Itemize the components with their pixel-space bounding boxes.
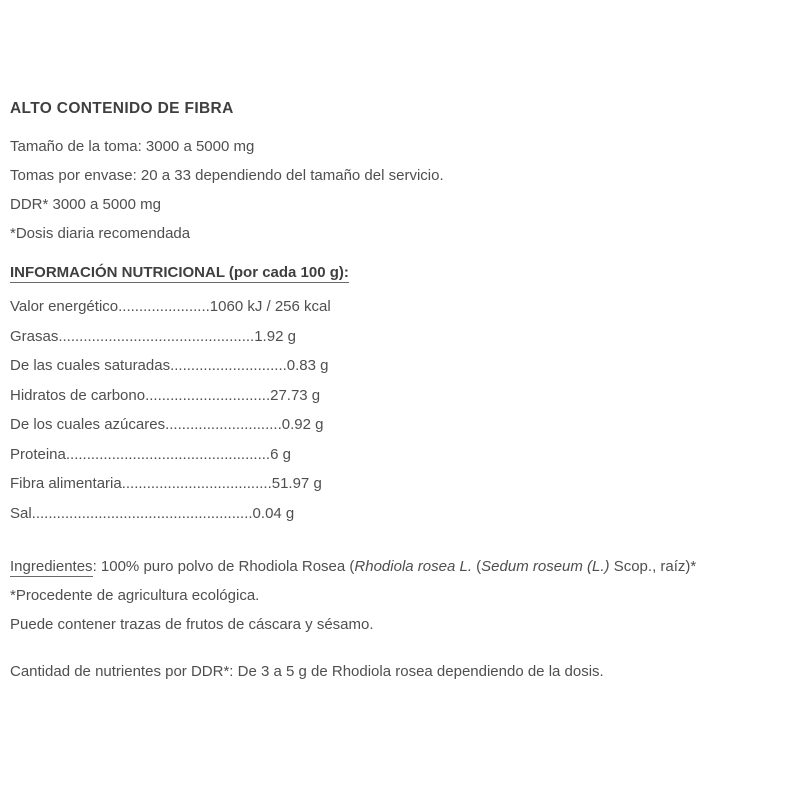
nutrition-row: Sal.....................................................0.04 g — [10, 504, 295, 522]
serving-info-block — [10, 132, 780, 248]
ingredients-text-1: 100% puro polvo de Rhodiola Rosea ( — [100, 558, 355, 575]
spacer — [10, 639, 780, 657]
nutrition-information-block — [10, 264, 780, 528]
ingredients-label: Ingredientes — [10, 558, 93, 575]
nutrition-section-title: INFORMACIÓN NUTRICIONAL (por cada 100 g): — [10, 264, 349, 281]
ingredients-text-3: Scop., raíz)* — [609, 558, 697, 575]
organic-note-line: *Procedente de agricultura ecológica. — [10, 587, 260, 604]
serving-size-line: Tamaño de la toma: 3000 a 5000 mg — [10, 138, 255, 155]
ingredients-text-2: ( — [471, 558, 482, 575]
nutrition-row: Fibra alimentaria....................................51.97 g — [10, 475, 322, 492]
nutrition-row: De los cuales azúcares............................0.92 g — [10, 416, 324, 433]
nutrition-row: De las cuales saturadas............................0.83 g — [10, 357, 329, 374]
rda-footnote-line: *Dosis diaria recomendada — [10, 225, 191, 242]
nutrition-row: Grasas...............................................1.92 g — [10, 327, 296, 345]
ingredients-italic-2: Sedum roseum (L.) — [481, 558, 610, 575]
ingredients-separator: : — [92, 558, 101, 575]
nutrition-rows — [10, 292, 780, 528]
servings-per-container-line: Tomas por envase: 20 a 33 dependiendo del tamaño del servicio. — [10, 167, 444, 184]
nutrient-quantity-footer: Cantidad de nutrientes por DDR*: De 3 a 5 g de Rhodiola rosea dependiendo de la dosis. — [10, 663, 604, 680]
nutrition-row: Hidratos de carbono..............................27.73 g — [10, 386, 321, 404]
allergen-note-line: Puede contener trazas de frutos de cáscara y sésamo. — [10, 616, 374, 633]
ingredients-block — [10, 552, 780, 639]
ingredients-line — [10, 552, 780, 581]
ingredients-italic-1: Rhodiola rosea L. — [354, 558, 472, 575]
page-title: ALTO CONTENIDO DE FIBRA — [10, 100, 234, 117]
nutrition-row: Valor energético......................1060 kJ / 256 kcal — [10, 298, 331, 315]
nutrition-row: Proteina.................................................6 g — [10, 445, 291, 463]
rda-line: DDR* 3000 a 5000 mg — [10, 196, 161, 213]
